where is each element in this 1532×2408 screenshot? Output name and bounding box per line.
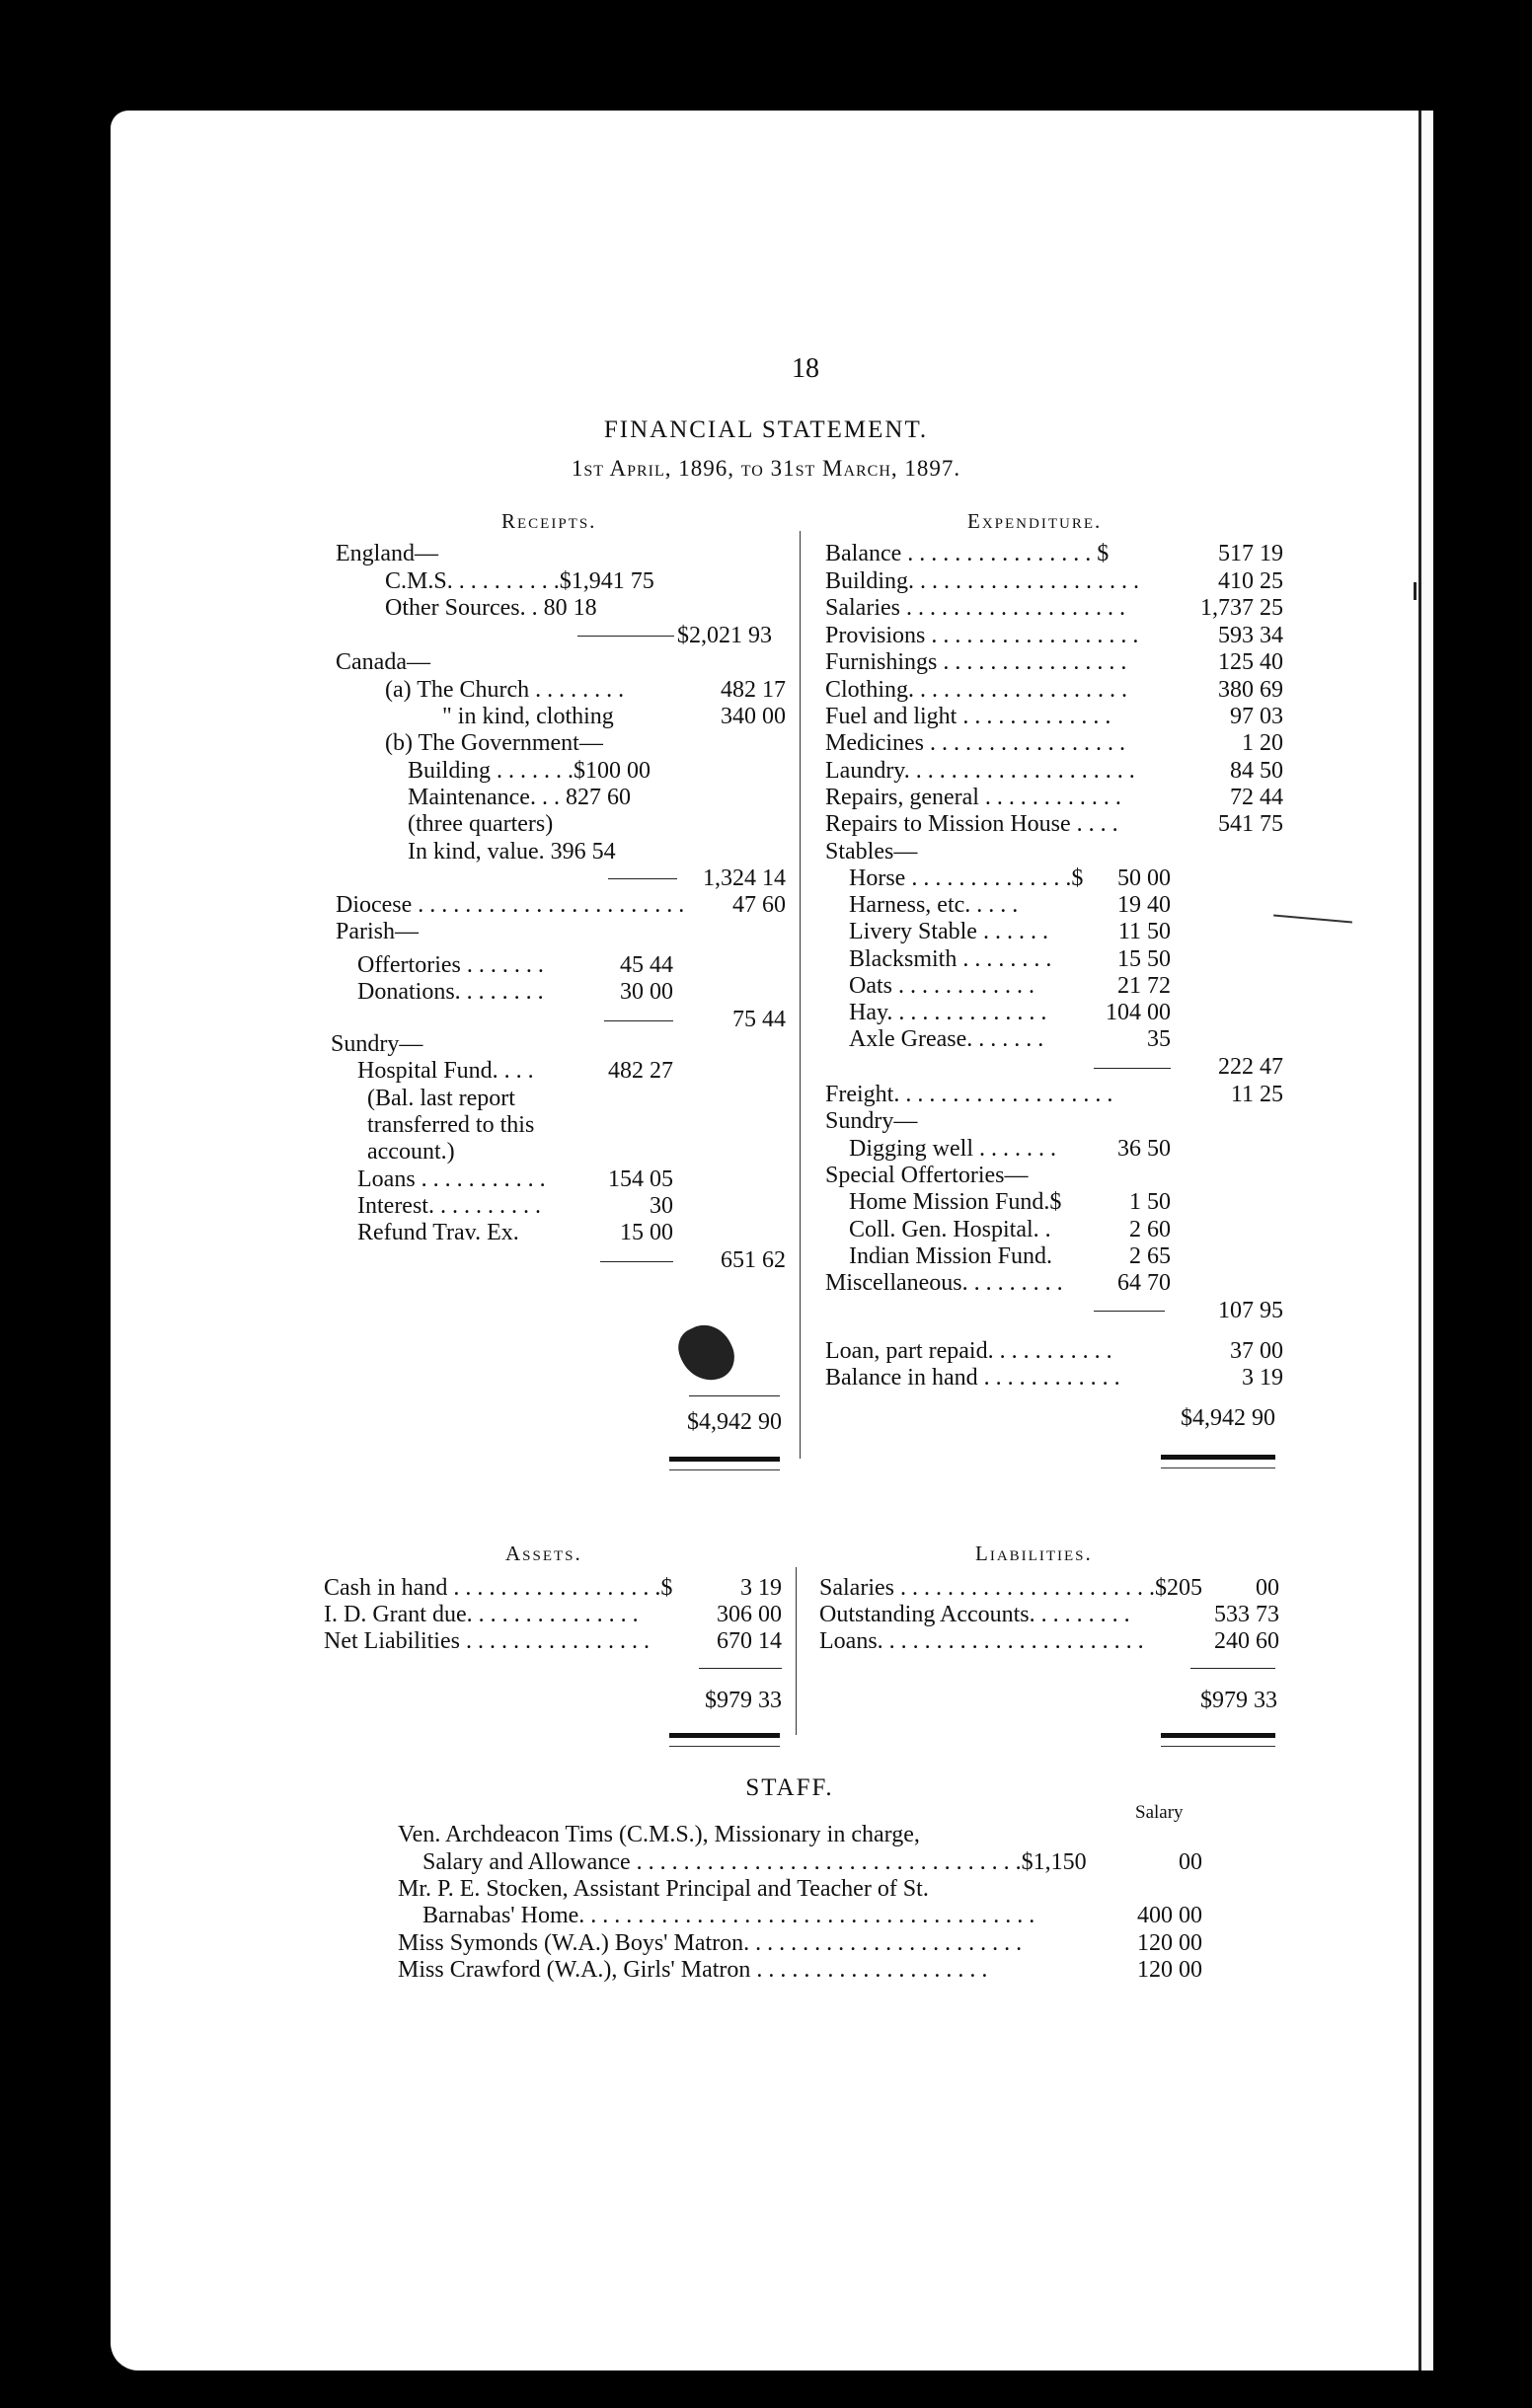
- expenditure-amount: 104 00: [1106, 1000, 1171, 1025]
- asset-line: I. D. Grant due. . . . . . . . . . . . . . .: [324, 1602, 639, 1627]
- document-page: [111, 111, 1418, 2370]
- expenditure-amount: 125 40: [1218, 649, 1283, 675]
- expenditure-line: Digging well . . . . . . .: [849, 1136, 1056, 1162]
- staff-line: Barnabas' Home. . . . . . . . . . . . . . . . . . . . . . . . . . . . . . . . . . . . . . .: [422, 1903, 1035, 1928]
- double-rule: [669, 1733, 780, 1747]
- liability-line-amount: 00: [1256, 1575, 1279, 1601]
- asset-line-amount: 670 14: [717, 1628, 782, 1654]
- expenditure-line: Coll. Gen. Hospital. .: [849, 1217, 1051, 1242]
- expenditure-amount: 72 44: [1230, 785, 1283, 810]
- total-rule: [1190, 1668, 1275, 1669]
- expenditure-line: Furnishings . . . . . . . . . . . . . . . .: [825, 649, 1127, 675]
- receipt-line: Offertories . . . . . . .: [357, 952, 544, 978]
- statement-title: FINANCIAL STATEMENT.: [603, 416, 929, 443]
- expenditure-line: Blacksmith . . . . . . . .: [849, 946, 1052, 972]
- expenditure-total: $4,942 90: [1181, 1405, 1275, 1431]
- asset-line: Net Liabilities . . . . . . . . . . . . . . . .: [324, 1628, 650, 1654]
- expenditure-amount: 97 03: [1230, 704, 1283, 729]
- receipt-line: Hospital Fund. . . .: [357, 1058, 534, 1084]
- staff-line: Miss Crawford (W.A.), Girls' Matron . . . . . . . . . . . . . . . . . . . .: [398, 1957, 988, 1983]
- liability-line-amount: 240 60: [1214, 1628, 1279, 1654]
- receipt-line: Donations. . . . . . . .: [357, 979, 544, 1005]
- double-rule: [669, 1457, 780, 1470]
- expenditure-amount: 593 34: [1218, 623, 1283, 648]
- asset-line: Cash in hand . . . . . . . . . . . . . . . . . .$: [324, 1575, 673, 1601]
- expenditure-line: Oats . . . . . . . . . . . .: [849, 973, 1034, 999]
- expenditure-amount: 1 20: [1242, 730, 1283, 756]
- expenditure-amount: 35: [1147, 1026, 1171, 1052]
- receipt-line: England—: [336, 541, 438, 566]
- receipt-line: $2,021 93: [677, 623, 772, 648]
- expenditure-line: Repairs to Mission House . . . .: [825, 811, 1118, 837]
- receipt-amount: 482 17: [721, 677, 786, 703]
- expenditure-amount: 1 50: [1129, 1189, 1171, 1215]
- expenditure-line: Home Mission Fund.$: [849, 1189, 1062, 1215]
- expenditure-line: Indian Mission Fund.: [849, 1243, 1053, 1269]
- liability-line-amount: 533 73: [1214, 1602, 1279, 1627]
- staff-salary: 400 00: [1137, 1903, 1202, 1928]
- receipt-amount: 340 00: [721, 704, 786, 729]
- receipt-line: (three quarters): [408, 811, 554, 837]
- receipt-amount: 45 44: [620, 952, 673, 978]
- receipt-amount: 651 62: [721, 1247, 786, 1273]
- subtotal-rule: [1094, 1311, 1165, 1312]
- expenditure-amount: 380 69: [1218, 677, 1283, 703]
- expenditure-heading: Expenditure.: [967, 509, 1103, 533]
- expenditure-line: Livery Stable . . . . . .: [849, 919, 1048, 944]
- receipt-line: Other Sources. . 80 18: [385, 595, 597, 621]
- staff-line: Ven. Archdeacon Tims (C.M.S.), Missionary in charge,: [398, 1822, 920, 1847]
- expenditure-line: Horse . . . . . . . . . . . . . .$: [849, 865, 1084, 891]
- expenditure-amount: 517 19: [1218, 541, 1283, 566]
- expenditure-amount: 2 60: [1129, 1217, 1171, 1242]
- expenditure-line: Clothing. . . . . . . . . . . . . . . . . . .: [825, 677, 1128, 703]
- receipt-line: Building . . . . . . .$100 00: [408, 758, 651, 784]
- receipt-amount: 482 27: [608, 1058, 673, 1084]
- expenditure-line: Provisions . . . . . . . . . . . . . . . . . .: [825, 623, 1139, 648]
- double-rule: [1161, 1455, 1275, 1468]
- expenditure-amount: 19 40: [1117, 892, 1171, 918]
- receipt-amount: 30 00: [620, 979, 673, 1005]
- staff-heading: STAFF.: [745, 1774, 834, 1801]
- asset-line-amount: 306 00: [717, 1602, 782, 1627]
- asset-line-amount: 3 19: [740, 1575, 782, 1601]
- receipt-line: (Bal. last report: [367, 1086, 515, 1111]
- total-rule: [699, 1668, 782, 1669]
- receipt-line: C.M.S. . . . . . . . . .$1,941 75: [385, 568, 654, 594]
- liability-line: Outstanding Accounts. . . . . . . . .: [819, 1602, 1130, 1627]
- receipt-line: Canada—: [336, 649, 430, 675]
- expenditure-amount: 50 00: [1117, 865, 1171, 891]
- expenditure-amount: 11 50: [1117, 919, 1171, 944]
- column-divider: [796, 1567, 797, 1735]
- receipt-line: " in kind, clothing: [442, 704, 614, 729]
- receipt-line: Diocese . . . . . . . . . . . . . . . . . . . . . . .: [336, 892, 685, 918]
- expenditure-line: Laundry. . . . . . . . . . . . . . . . . . . .: [825, 758, 1135, 784]
- total-rule: [689, 1395, 780, 1396]
- expenditure-line: Special Offertories—: [825, 1163, 1029, 1188]
- expenditure-amount: 15 50: [1117, 946, 1171, 972]
- expenditure-line: Hay. . . . . . . . . . . . . .: [849, 1000, 1047, 1025]
- expenditure-amount: 11 25: [1230, 1082, 1283, 1107]
- assets-heading: Assets.: [505, 1542, 582, 1565]
- expenditure-line: Stables—: [825, 839, 918, 865]
- receipt-amount: 1,324 14: [703, 865, 786, 891]
- subtotal-rule: [577, 636, 674, 637]
- receipt-line: (b) The Government—: [385, 730, 603, 756]
- expenditure-amount: 64 70: [1117, 1270, 1171, 1296]
- expenditure-line: Fuel and light . . . . . . . . . . . . .: [825, 704, 1111, 729]
- expenditure-amount: 84 50: [1230, 758, 1283, 784]
- receipt-line: Maintenance. . . 827 60: [408, 785, 631, 810]
- liabilities-total: $979 33: [1200, 1688, 1277, 1713]
- subtotal-rule: [608, 878, 677, 879]
- receipt-line: account.): [367, 1139, 455, 1165]
- receipt-line: In kind, value. 396 54: [408, 839, 616, 865]
- receipt-line: Loans . . . . . . . . . . .: [357, 1166, 546, 1192]
- expenditure-line: Building. . . . . . . . . . . . . . . . . . . .: [825, 568, 1140, 594]
- staff-salary: 120 00: [1137, 1930, 1202, 1956]
- expenditure-amount: 222 47: [1218, 1054, 1283, 1080]
- facing-page-edge: [1418, 111, 1433, 2370]
- receipt-line: (a) The Church . . . . . . . .: [385, 677, 625, 703]
- column-divider: [800, 531, 801, 1459]
- expenditure-amount: 3 19: [1242, 1365, 1283, 1391]
- receipt-amount: 75 44: [732, 1007, 786, 1032]
- expenditure-line: Medicines . . . . . . . . . . . . . . . . .: [825, 730, 1125, 756]
- expenditure-line: Repairs, general . . . . . . . . . . . .: [825, 785, 1121, 810]
- receipt-line: Refund Trav. Ex.: [357, 1220, 519, 1245]
- expenditure-amount: 1,737 25: [1200, 595, 1283, 621]
- page-edge-mark: [1414, 582, 1417, 600]
- assets-total: $979 33: [705, 1688, 782, 1713]
- expenditure-line: Harness, etc. . . . .: [849, 892, 1019, 918]
- receipt-amount: 154 05: [608, 1166, 673, 1192]
- staff-line: Miss Symonds (W.A.) Boys' Matron. . . . . . . . . . . . . . . . . . . . . . . .: [398, 1930, 1023, 1956]
- expenditure-amount: 541 75: [1218, 811, 1283, 837]
- expenditure-amount: 107 95: [1218, 1298, 1283, 1323]
- receipts-total: $4,942 90: [687, 1409, 782, 1435]
- liabilities-heading: Liabilities.: [975, 1542, 1093, 1565]
- receipt-line: Sundry—: [331, 1031, 423, 1057]
- receipt-amount: 15 00: [620, 1220, 673, 1245]
- receipt-line: transferred to this: [367, 1112, 535, 1138]
- statement-period: 1st April, 1896, to 31st March, 1897.: [571, 456, 961, 481]
- receipt-amount: 30: [650, 1193, 673, 1219]
- subtotal-rule: [604, 1020, 673, 1021]
- receipt-amount: 47 60: [732, 892, 786, 918]
- expenditure-line: Loan, part repaid. . . . . . . . . . .: [825, 1338, 1112, 1364]
- double-rule: [1161, 1733, 1275, 1747]
- expenditure-line: Sundry—: [825, 1108, 918, 1134]
- expenditure-amount: 410 25: [1218, 568, 1283, 594]
- expenditure-amount: 21 72: [1117, 973, 1171, 999]
- liability-line: Salaries . . . . . . . . . . . . . . . . . . . . . .$205: [819, 1575, 1202, 1601]
- salary-column-label: Salary: [1135, 1802, 1184, 1823]
- expenditure-line: Axle Grease. . . . . . .: [849, 1026, 1044, 1052]
- expenditure-line: Freight. . . . . . . . . . . . . . . . . . .: [825, 1082, 1113, 1107]
- receipt-line: Interest. . . . . . . . . .: [357, 1193, 541, 1219]
- expenditure-line: Miscellaneous. . . . . . . . .: [825, 1270, 1063, 1296]
- page-number: 18: [792, 353, 819, 384]
- liability-line: Loans. . . . . . . . . . . . . . . . . . . . . . .: [819, 1628, 1144, 1654]
- staff-salary: 120 00: [1137, 1957, 1202, 1983]
- receipt-line: Parish—: [336, 919, 419, 944]
- staff-line: Mr. P. E. Stocken, Assistant Principal and Teacher of St.: [398, 1876, 929, 1902]
- staff-salary: 00: [1179, 1849, 1202, 1875]
- expenditure-line: Balance . . . . . . . . . . . . . . . . $: [825, 541, 1110, 566]
- staff-line: Salary and Allowance . . . . . . . . . . . . . . . . . . . . . . . . . . . . . . . . .$1,150: [422, 1849, 1087, 1875]
- expenditure-amount: 36 50: [1117, 1136, 1171, 1162]
- expenditure-amount: 37 00: [1230, 1338, 1283, 1364]
- subtotal-rule: [600, 1261, 673, 1262]
- expenditure-line: Balance in hand . . . . . . . . . . . .: [825, 1365, 1120, 1391]
- subtotal-rule: [1094, 1068, 1171, 1069]
- expenditure-line: Salaries . . . . . . . . . . . . . . . . . . .: [825, 595, 1125, 621]
- receipts-heading: Receipts.: [501, 509, 597, 533]
- expenditure-amount: 2 65: [1129, 1243, 1171, 1269]
